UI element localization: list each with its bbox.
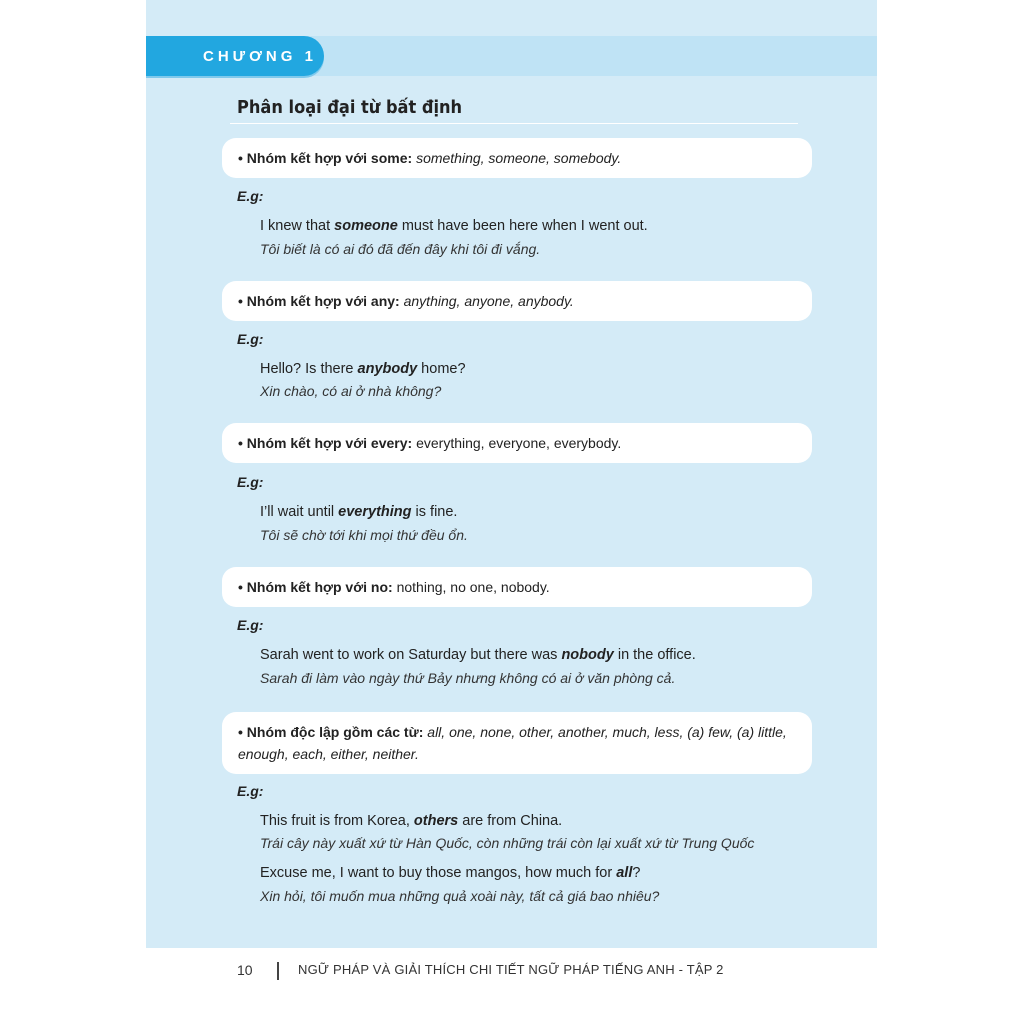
group-heading: • Nhóm kết hợp với no: [238,579,397,595]
keyword: everything [338,504,412,520]
example-translation: Tôi sẽ chờ tới khi mọi thứ đều ổn. [260,527,468,543]
group-heading: • Nhóm kết hợp với any: [238,293,404,309]
eg-label: E.g: [237,474,264,490]
group-heading: • Nhóm độc lập gồm các từ: [238,724,428,740]
example-translation: Xin chào, có ai ở nhà không? [260,383,442,399]
example-translation: Sarah đi làm vào ngày thứ Bảy nhưng không có ai ở văn phòng cả. [260,670,676,686]
eg-label: E.g: [237,188,264,204]
example-sentence: This fruit is from Korea, others are from China. [260,813,563,829]
example-sentence: I knew that someone must have been here when I went out. [260,218,648,234]
example-translation: Trái cây này xuất xứ từ Hàn Quốc, còn những trái còn lại xuất xứ từ Trung Quốc [260,835,755,851]
group-words: anything, anyone, anybody. [403,293,574,309]
example-sentence: Sarah went to work on Saturday but there was nobody in the office. [260,647,696,663]
example-translation: Xin hỏi, tôi muốn mua những quả xoài này, tất cả giá bao nhiêu? [260,888,660,904]
keyword: others [413,813,459,829]
eg-label: E.g: [237,331,264,347]
group-words: nothing, no one, nobody. [396,579,550,595]
group-heading: • Nhóm kết hợp với some: [238,150,417,166]
group-independent-box [222,712,812,774]
example-sentence: Excuse me, I want to buy those mangos, how much for all? [260,865,641,881]
group-every-box [222,423,812,463]
example-translation: Tôi biết là có ai đó đã đến đây khi tôi đi vắng. [260,241,541,257]
group-words: everything, everyone, everybody. [416,435,622,451]
group-some-box [222,138,812,178]
eg-label: E.g: [237,617,264,633]
group-no-box [222,567,812,607]
chapter-label: CHƯƠNG 1 [203,47,317,65]
footer-separator [277,962,279,980]
keyword: someone [334,218,398,234]
example-sentence: I’ll wait until everything is fine. [260,504,458,520]
group-any-box [222,281,812,321]
eg-label: E.g: [237,783,264,799]
title-divider [230,123,798,124]
section-title: Phân loại đại từ bất định [237,97,463,118]
group-words: all, one, none, other, another, much, less, (a) few, (a) little, enough, each, either, neither. [238,724,787,762]
chapter-tab [146,36,324,76]
book-title: NGỮ PHÁP VÀ GIẢI THÍCH CHI TIẾT NGỮ PHÁP TIẾNG ANH - TẬP 2 [298,962,724,977]
example-sentence: Hello? Is there anybody home? [260,361,466,377]
page-number: 10 [237,962,253,978]
group-words: something, someone, somebody. [416,150,622,166]
group-heading: • Nhóm kết hợp với every: [238,435,417,451]
keyword: all [616,865,633,881]
keyword: anybody [357,361,418,377]
keyword: nobody [561,647,614,663]
